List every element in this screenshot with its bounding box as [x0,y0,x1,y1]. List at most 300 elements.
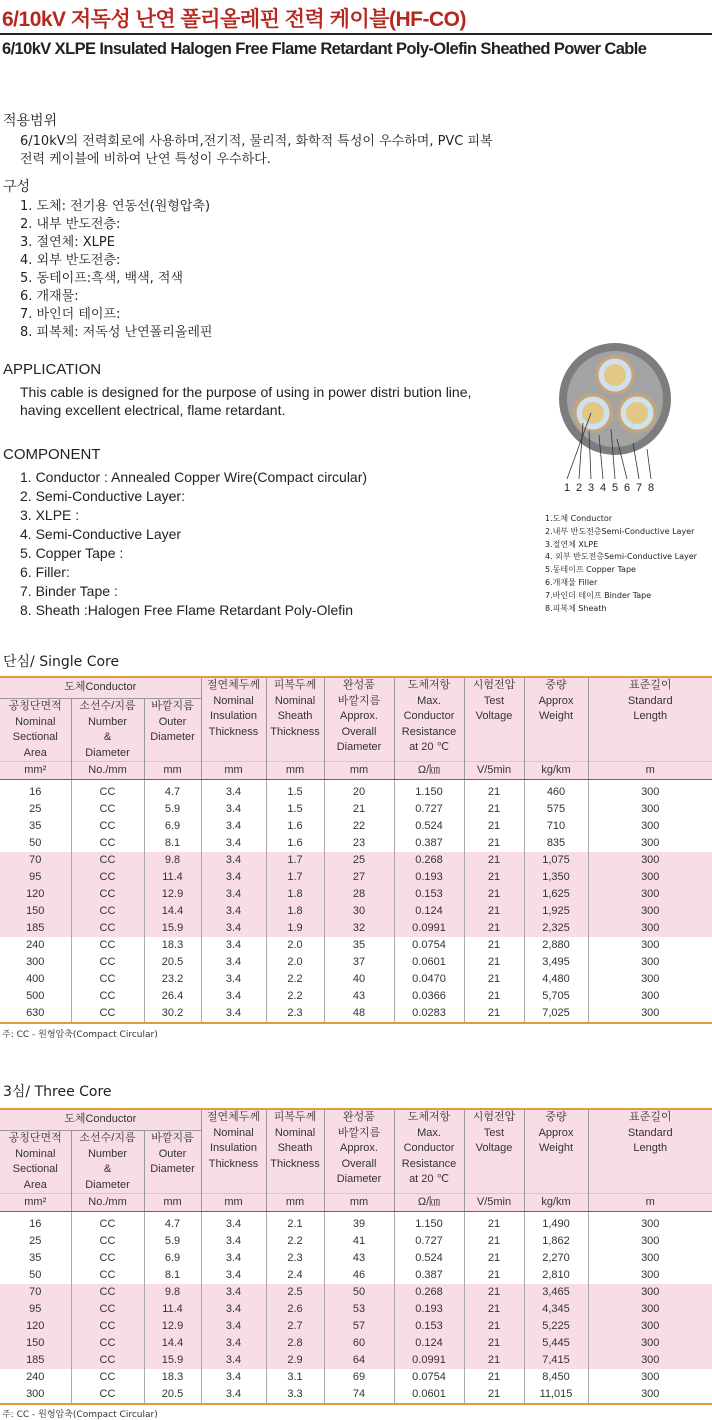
table-cell: 8.1 [144,835,201,852]
table-cell: 300 [0,954,71,971]
unit-cell: mm [201,762,266,780]
table-row [0,1301,712,1318]
header-line: Length [589,709,712,725]
component-item: 8. Sheath :Halogen Free Flame Retardant Poly-Olefin [20,601,367,620]
header-line: 중량 [525,678,588,694]
table-cell: 1.150 [394,780,464,802]
table-cell: CC [71,1352,144,1369]
unit-cell: m [588,1194,712,1212]
header-line: Standard [589,694,712,710]
column-header [144,1131,201,1194]
table-cell: 300 [588,1369,712,1386]
header-line: 공칭단면적 [0,1131,71,1147]
header-line: 피복두께 [267,1110,324,1126]
scope-line-2: 전력 케이블에 비하여 난연 특성이 우수하다. [20,151,271,169]
table-cell: 3.4 [201,1301,266,1318]
table-cell: 37 [324,954,394,971]
table-cell: CC [71,903,144,920]
header-line: 절연체두께 [202,678,266,694]
table-cell: 60 [324,1335,394,1352]
table-cell: 21 [464,1335,524,1352]
legend-item: 3.절연체 XLPE [545,539,697,552]
column-header [144,699,201,762]
table-cell: 300 [588,1386,712,1404]
unit-cell: V/5min [464,762,524,780]
table-cell: 1.8 [266,903,324,920]
table-cell: CC [71,937,144,954]
table-cell: 3.4 [201,1386,266,1404]
header-line: Diameter [325,1172,394,1188]
table-cell: 0.524 [394,1250,464,1267]
table-cell: 6.9 [144,818,201,835]
table-cell: 2.3 [266,1250,324,1267]
table-cell: 460 [524,780,588,802]
table-cell: CC [71,780,144,802]
table-cell: 3.4 [201,1005,266,1023]
table-cell: 35 [0,1250,71,1267]
header-line: 피복두께 [267,678,324,694]
table-cell: 2,325 [524,920,588,937]
table-cell: CC [71,1267,144,1284]
table-cell: 21 [464,780,524,802]
table-cell: 0.0601 [394,954,464,971]
table-cell: 16 [0,1212,71,1234]
table-cell: 0.0283 [394,1005,464,1023]
table-cell: 3.4 [201,1352,266,1369]
table-cell: 3.4 [201,1284,266,1301]
header-line: Sheath [267,1141,324,1157]
part-number-3: 3 [588,482,594,494]
unit-cell: mm [266,762,324,780]
part-number-6: 6 [624,482,630,494]
table-cell: CC [71,818,144,835]
table-cell: 16 [0,780,71,802]
single-core-note: 주: CC - 원형압축(Compact Circular) [2,1027,158,1040]
table-cell: 43 [324,988,394,1005]
column-header [524,1109,588,1194]
header-line: at 20 ℃ [395,1172,464,1188]
table-cell: 1.8 [266,886,324,903]
part-number-7: 7 [636,482,642,494]
table-row [0,780,712,802]
table-cell: CC [71,1284,144,1301]
column-header [464,1109,524,1194]
table-cell: 21 [464,1005,524,1023]
table-cell: 835 [524,835,588,852]
column-header [324,1109,394,1194]
page-subtitle: 6/10kV XLPE Insulated Halogen Free Flame Retardant Poly-Olefin Sheathed Power Cable [2,40,646,59]
table-cell: 3.4 [201,1318,266,1335]
header-line: Conductor [395,709,464,725]
table-cell: 3,465 [524,1284,588,1301]
application-line-2: having excellent electrical, flame retardant. [20,401,285,419]
table-cell: CC [71,801,144,818]
table-cell: CC [71,988,144,1005]
table-cell: 0.0470 [394,971,464,988]
header-line: Thickness [202,725,266,741]
table-cell: 21 [464,1386,524,1404]
table-cell: 53 [324,1301,394,1318]
table-cell: 1,925 [524,903,588,920]
table-cell: 300 [588,1250,712,1267]
component-heading: COMPONENT [3,446,101,463]
table-cell: 22 [324,818,394,835]
table-cell: 300 [588,835,712,852]
header-line: & [72,1162,144,1178]
header-line: Test [465,694,524,710]
table-cell: 4.7 [144,1212,201,1234]
header-line: Insulation [202,1141,266,1157]
header-line: 절연체두께 [202,1110,266,1126]
table-cell: 64 [324,1352,394,1369]
construction-item: 8. 피복체: 저독성 난연폴리올레핀 [20,324,212,342]
header-line: Number [72,715,144,731]
table-row [0,903,712,920]
table-cell: 1,625 [524,886,588,903]
table-cell: 300 [588,801,712,818]
table-cell: 2.1 [266,1212,324,1234]
table-cell: 300 [588,852,712,869]
table-cell: 300 [588,1352,712,1369]
header-line: Weight [525,1141,588,1157]
table-cell: 40 [324,971,394,988]
header-line: 바깥지름 [325,1126,394,1142]
table-cell: 0.524 [394,818,464,835]
table-cell: 5,705 [524,988,588,1005]
header-line: Nominal [0,1147,71,1163]
table-cell: CC [71,869,144,886]
table-cell: 2.2 [266,971,324,988]
table-cell: 14.4 [144,903,201,920]
table-cell: 21 [464,1212,524,1234]
table-cell: 500 [0,988,71,1005]
unit-cell: mm [324,1194,394,1212]
header-line: Approx [525,694,588,710]
table-cell: 3.4 [201,852,266,869]
table-cell: 6.9 [144,1250,201,1267]
header-line: 바깥지름 [145,699,201,715]
scope-heading: 적용범위 [3,110,57,130]
table-cell: 2,810 [524,1267,588,1284]
table-cell: 39 [324,1212,394,1234]
table-cell: 41 [324,1233,394,1250]
table-cell: CC [71,920,144,937]
table-cell: 50 [0,1267,71,1284]
table-cell: CC [71,1335,144,1352]
construction-heading: 구성 [3,176,30,196]
header-line: Outer [145,1147,201,1163]
table-cell: 0.0601 [394,1386,464,1404]
table-cell: 12.9 [144,1318,201,1335]
header-line: Number [72,1147,144,1163]
column-header [71,1131,144,1194]
table-cell: 5.9 [144,801,201,818]
table-cell: 21 [464,971,524,988]
table-cell: 0.0991 [394,920,464,937]
table-cell: 300 [588,988,712,1005]
table-cell: 20 [324,780,394,802]
table-cell: 21 [324,801,394,818]
cross-section-legend [545,513,697,615]
table-cell: 21 [464,852,524,869]
component-item: 1. Conductor : Annealed Copper Wire(Compact circular) [20,468,367,487]
table-cell: CC [71,1301,144,1318]
table-cell: 185 [0,920,71,937]
single-core-table [0,676,712,1024]
table-cell: 1.150 [394,1212,464,1234]
header-line: Test [465,1126,524,1142]
table-cell: 0.0991 [394,1352,464,1369]
header-line: 도체저항 [395,1110,464,1126]
table-cell: 3.4 [201,869,266,886]
table-cell: 300 [588,1301,712,1318]
three-core-title: 3심/ Three Core [3,1081,112,1101]
table-cell: 300 [588,1335,712,1352]
table-cell: 240 [0,937,71,954]
table-cell: 120 [0,1318,71,1335]
table-cell: 2.6 [266,1301,324,1318]
component-item: 3. XLPE : [20,506,367,525]
table-cell: 300 [588,971,712,988]
table-cell: 21 [464,937,524,954]
table-cell: 3.4 [201,1335,266,1352]
header-line: 완성품 [325,678,394,694]
unit-cell: mm [144,762,201,780]
header-line: Sheath [267,709,324,725]
header-line: Nominal [202,694,266,710]
single-core-title: 단심/ Single Core [3,651,119,671]
table-cell: 3.4 [201,801,266,818]
table-cell: 12.9 [144,886,201,903]
header-line: 표준길이 [589,1110,712,1126]
table-cell: 35 [0,818,71,835]
table-cell: 21 [464,1318,524,1335]
page-title: 6/10kV 저독성 난연 폴리올레핀 전력 케이블(HF-CO) [2,3,466,33]
table-cell: 50 [324,1284,394,1301]
header-line: Overall [325,1157,394,1173]
table-cell: 2.4 [266,1267,324,1284]
table-row [0,835,712,852]
core-right [617,393,657,433]
header-line: Approx. [325,709,394,725]
table-row [0,1335,712,1352]
table-cell: 0.153 [394,1318,464,1335]
table-row [0,1318,712,1335]
table-cell: 4,345 [524,1301,588,1318]
table-cell: 7,415 [524,1352,588,1369]
part-number-2: 2 [576,482,582,494]
header-line: Length [589,1141,712,1157]
construction-item: 6. 개재물: [20,288,212,306]
header-line: Diameter [145,730,201,746]
column-header [201,1109,266,1194]
table-cell: 21 [464,1352,524,1369]
table-row [0,852,712,869]
header-line: Thickness [267,725,324,741]
table-row [0,886,712,903]
table-cell: 95 [0,869,71,886]
header-line: 소선수/지름 [72,1131,144,1147]
table-cell: 3.4 [201,1233,266,1250]
table-cell: 150 [0,903,71,920]
table-cell: 0.387 [394,1267,464,1284]
table-cell: 46 [324,1267,394,1284]
table-cell: 21 [464,903,524,920]
table-cell: 0.193 [394,869,464,886]
unit-cell: kg/km [524,762,588,780]
table-cell: 3.4 [201,886,266,903]
table-cell: 23.2 [144,971,201,988]
table-cell: 575 [524,801,588,818]
table-cell: 43 [324,1250,394,1267]
table-cell: 120 [0,886,71,903]
unit-cell: m [588,762,712,780]
unit-cell: mm [266,1194,324,1212]
table-cell: 11,015 [524,1386,588,1404]
table-cell: 18.3 [144,937,201,954]
table-cell: 300 [588,886,712,903]
table-cell: 50 [0,835,71,852]
table-cell: 1.6 [266,818,324,835]
table-cell: 0.124 [394,903,464,920]
table-cell: 0.727 [394,1233,464,1250]
table-cell: 8,450 [524,1369,588,1386]
table-cell: 0.268 [394,1284,464,1301]
table-cell: 1.6 [266,835,324,852]
table-row [0,1212,712,1234]
table-cell: 70 [0,1284,71,1301]
table-cell: 3,495 [524,954,588,971]
table-cell: CC [71,1250,144,1267]
table-cell: 21 [464,1250,524,1267]
conductor-group-header: 도체Conductor [0,1109,201,1131]
header-line: Voltage [465,1141,524,1157]
header-line: 바깥지름 [325,694,394,710]
header-line: Diameter [145,1162,201,1178]
scope-line-1: 6/10kV의 전력회로에 사용하며,전기적, 물리적, 화학적 특성이 우수하며, PVC 피복 [20,133,493,151]
table-cell: 18.3 [144,1369,201,1386]
table-row [0,1284,712,1301]
table-cell: 26.4 [144,988,201,1005]
table-cell: 300 [588,1212,712,1234]
header-line: Area [0,1178,71,1194]
table-cell: 300 [0,1386,71,1404]
table-cell: CC [71,1212,144,1234]
table-cell: 3.4 [201,835,266,852]
table-cell: 1.7 [266,869,324,886]
table-cell: 2,880 [524,937,588,954]
construction-item: 7. 바인더 테이프: [20,306,212,324]
table-cell: 710 [524,818,588,835]
table-cell: 9.8 [144,1284,201,1301]
table-cell: 3.4 [201,954,266,971]
table-cell: 4,480 [524,971,588,988]
table-row [0,954,712,971]
table-cell: 21 [464,1369,524,1386]
table-cell: 5,225 [524,1318,588,1335]
table-cell: 1.5 [266,801,324,818]
column-header [0,1131,71,1194]
table-cell: 3.4 [201,988,266,1005]
unit-cell: V/5min [464,1194,524,1212]
application-line-1: This cable is designed for the purpose of using in power distri bution line, [20,383,471,401]
unit-cell: mm [324,762,394,780]
column-header [266,1109,324,1194]
table-cell: 240 [0,1369,71,1386]
column-header [0,699,71,762]
header-line: 완성품 [325,1110,394,1126]
header-line: Diameter [72,746,144,762]
table-cell: 95 [0,1301,71,1318]
table-cell: 11.4 [144,1301,201,1318]
construction-item: 1. 도체: 전기용 연동선(원형압축) [20,198,212,216]
part-number-4: 4 [600,482,606,494]
table-cell: 3.4 [201,780,266,802]
header-line: Approx [525,1126,588,1142]
table-cell: 11.4 [144,869,201,886]
table-cell: 300 [588,937,712,954]
column-header [324,677,394,762]
table-row [0,869,712,886]
table-row [0,971,712,988]
table-cell: 27 [324,869,394,886]
header-line: Resistance [395,1157,464,1173]
header-line: Outer [145,715,201,731]
table-row [0,1005,712,1023]
construction-list [20,198,212,342]
table-cell: 300 [588,1267,712,1284]
table-cell: 300 [588,903,712,920]
header-line: Nominal [267,694,324,710]
column-header [588,677,712,762]
table-cell: CC [71,971,144,988]
table-cell: 3.4 [201,971,266,988]
table-cell: 3.1 [266,1369,324,1386]
table-cell: 20.5 [144,1386,201,1404]
table-cell: 3.4 [201,1267,266,1284]
column-header [524,677,588,762]
table-cell: 3.4 [201,1212,266,1234]
table-cell: 3.4 [201,1250,266,1267]
table-cell: 21 [464,1284,524,1301]
table-cell: 1.5 [266,780,324,802]
header-line: Approx. [325,1141,394,1157]
header-line: Thickness [202,1157,266,1173]
table-row [0,1267,712,1284]
table-cell: CC [71,1005,144,1023]
table-cell: 20.5 [144,954,201,971]
table-cell: 15.9 [144,920,201,937]
legend-item: 8.피복체 Sheath [545,603,697,616]
table-cell: 23 [324,835,394,852]
table-cell: 1,075 [524,852,588,869]
table-cell: 3.4 [201,937,266,954]
table-cell: 2.3 [266,1005,324,1023]
table-cell: 0.153 [394,886,464,903]
table-cell: CC [71,1386,144,1404]
table-cell: 28 [324,886,394,903]
table-row [0,818,712,835]
table-cell: 1.7 [266,852,324,869]
header-line: 시험전압 [465,678,524,694]
table-cell: 1,350 [524,869,588,886]
table-cell: 0.0366 [394,988,464,1005]
table-cell: 2.2 [266,1233,324,1250]
header-line: Max. [395,694,464,710]
legend-item: 2.내부 반도전층Semi-Conductive Layer [545,526,697,539]
table-cell: 35 [324,937,394,954]
table-cell: 21 [464,1233,524,1250]
